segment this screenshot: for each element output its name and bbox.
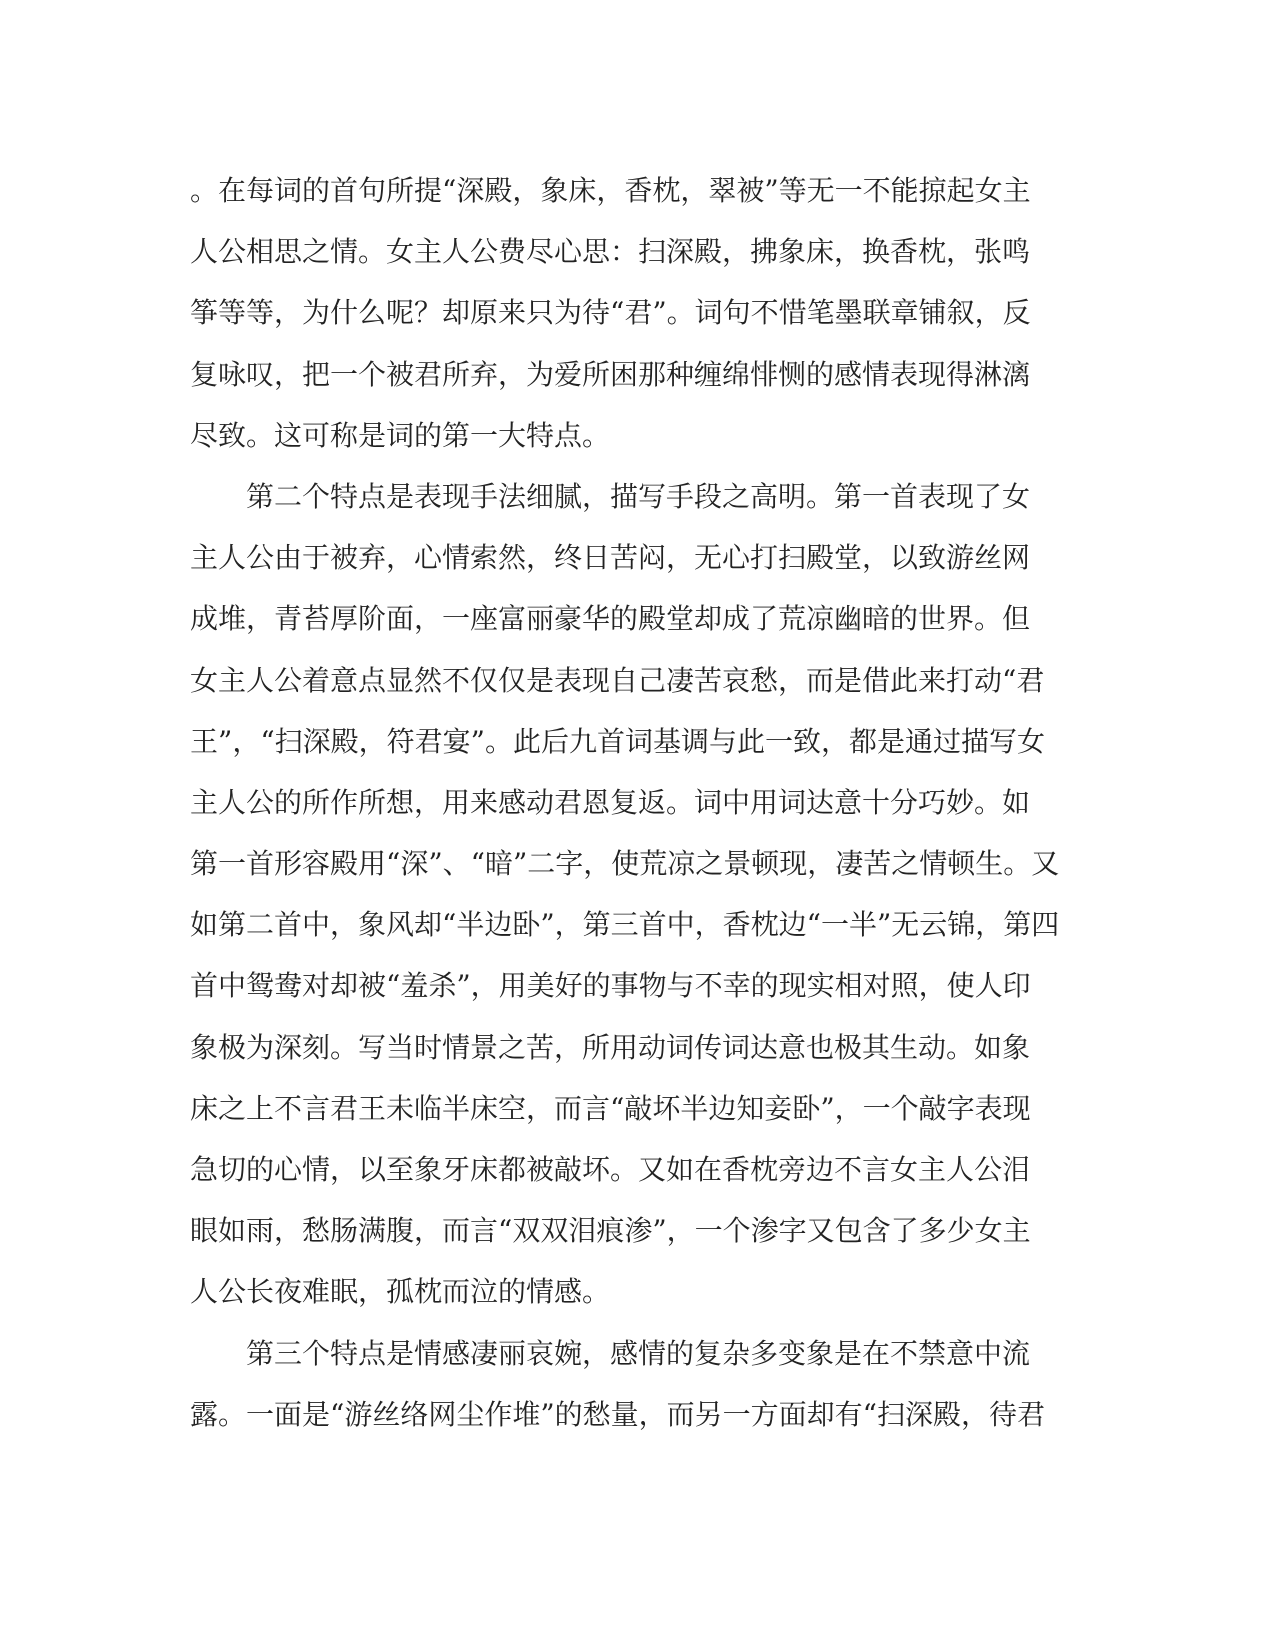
text-line: 人公长夜难眠，孤枕而泣的情感。 bbox=[190, 1275, 611, 1309]
text-line: 女主人公着意点显然不仅仅是表现自己凄苦哀愁，而是借此来打动“君 bbox=[190, 663, 1045, 697]
body-text bbox=[190, 160, 1085, 1445]
text-line: 露。一面是“游丝络网尘作堆”的愁量，而另一方面却有“扫深殿，待君 bbox=[190, 1397, 1045, 1431]
text-line: 复咏叹，把一个被君所弃，为爱所困那种缠绵悱恻的感情表现得淋漓 bbox=[190, 357, 1031, 391]
text-line: 筝等等，为什么呢？却原来只为待“君”。词句不惜笔墨联章铺叙，反 bbox=[190, 296, 1031, 330]
text-line: 床之上不言君王未临半床空，而言“敲坏半边知妾卧”，一个敲字表现 bbox=[190, 1091, 1031, 1125]
text-line: 眼如雨，愁肠满腹，而言“双双泪痕渗”，一个渗字又包含了多少女主 bbox=[190, 1214, 1031, 1248]
text-line: 第一首形容殿用“深”、“暗”二字，使荒凉之景顿现，凄苦之情顿生。又 bbox=[190, 847, 1060, 881]
text-line: 。在每词的首句所提“深殿，象床，香枕，翠被”等无一不能掠起女主 bbox=[190, 174, 1031, 207]
text-line: 成堆，青苔厚阶面，一座富丽豪华的殿堂却成了荒凉幽暗的世界。但 bbox=[190, 602, 1031, 636]
text-line: 如第二首中，象风却“半边卧”，第三首中，香枕边“一半”无云锦，第四 bbox=[190, 908, 1060, 942]
text-line: 首中鸳鸯对却被“羞杀”，用美好的事物与不幸的现实相对照，使人印 bbox=[190, 969, 1031, 1003]
text-line: 象极为深刻。写当时情景之苦，所用动词传词达意也极其生动。如象 bbox=[190, 1030, 1031, 1064]
text-line: 主人公的所作所想，用来感动君恩复返。词中用词达意十分巧妙。如 bbox=[190, 785, 1031, 819]
text-line: 尽致。这可称是词的第一大特点。 bbox=[190, 418, 611, 452]
text-line: 人公相思之情。女主人公费尽心思：扫深殿，拂象床，换香枕，张鸣 bbox=[190, 235, 1031, 269]
text-line: 王”，“扫深殿，符君宴”。此后九首词基调与此一致，都是通过描写女 bbox=[190, 724, 1045, 758]
text-line: 第三个特点是情感凄丽哀婉，感情的复杂多变象是在不禁意中流 bbox=[190, 1336, 1031, 1370]
text-line: 第二个特点是表现手法细腻，描写手段之高明。第一首表现了女 bbox=[190, 479, 1031, 513]
text-line: 主人公由于被弃，心情索然，终日苦闷，无心打扫殿堂，以致游丝网 bbox=[190, 541, 1031, 575]
text-line: 急切的心情，以至象牙床都被敲坏。又如在香枕旁边不言女主人公泪 bbox=[190, 1153, 1031, 1186]
